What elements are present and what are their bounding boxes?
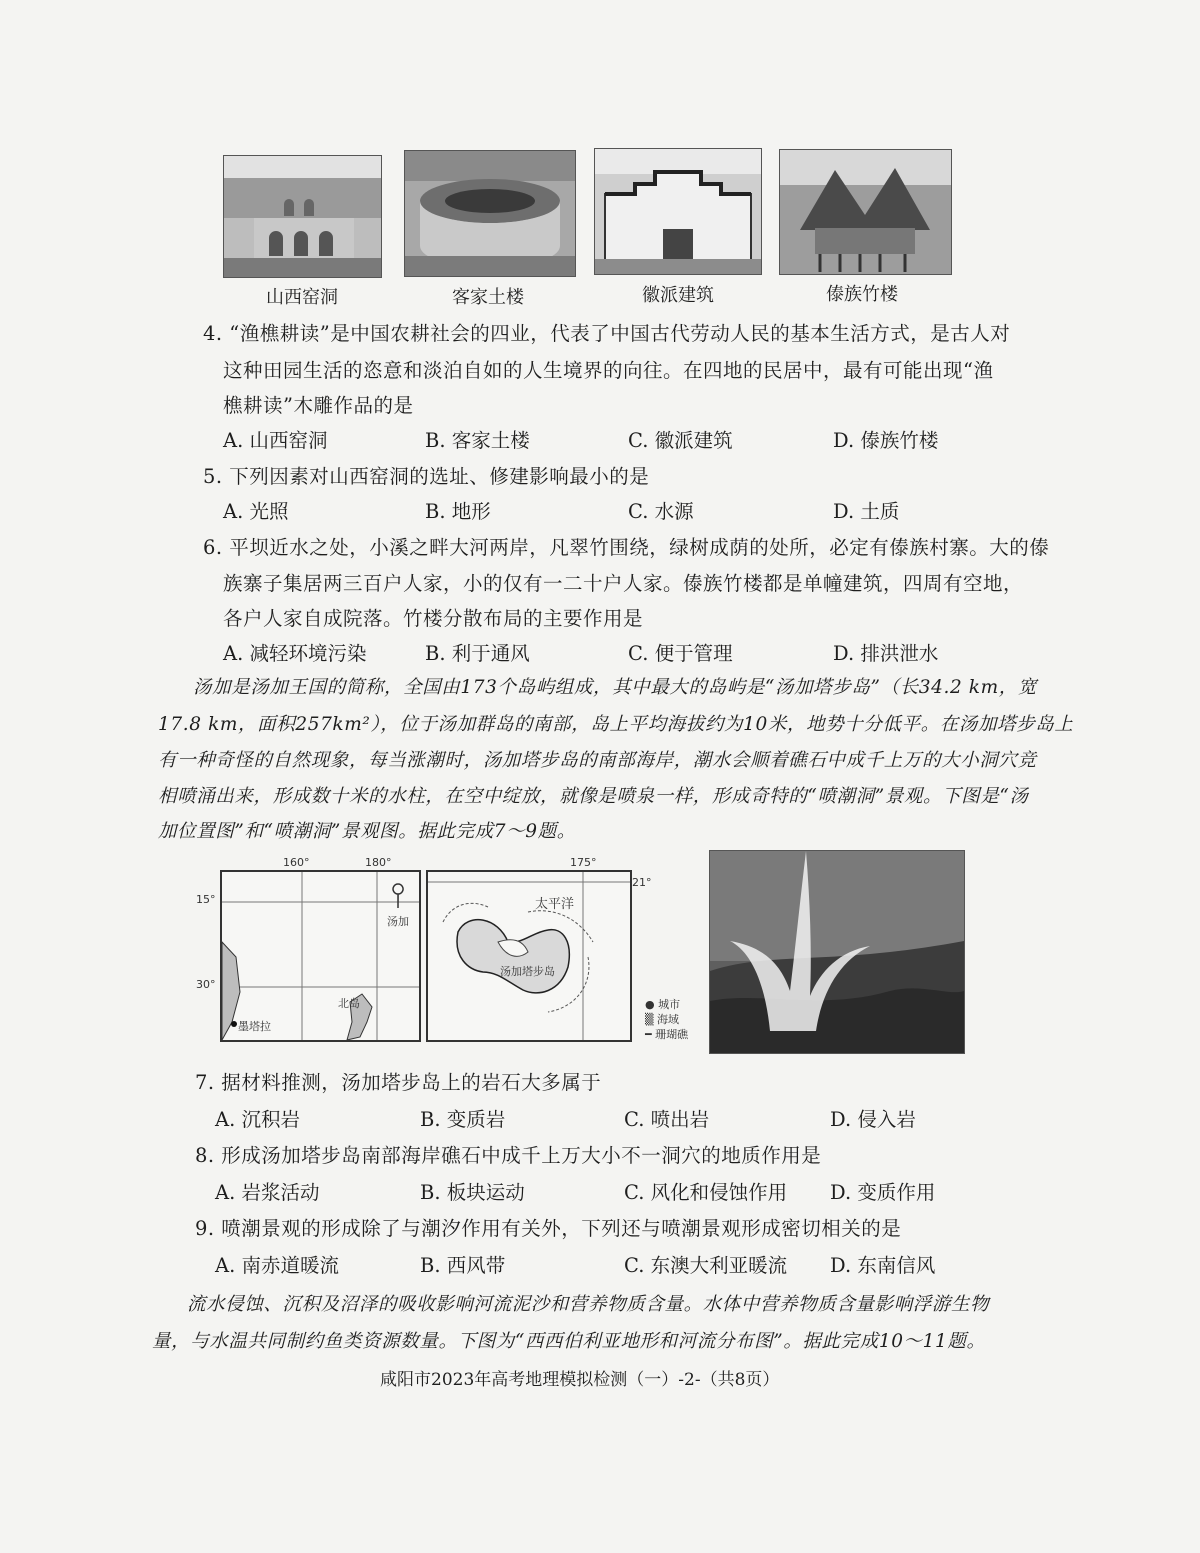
caption-huizhou: 徽派建筑 (642, 285, 714, 306)
map2-ocean-label: 太平洋 (535, 897, 575, 912)
q7-stem: 7. 据材料推测，汤加塔步岛上的岩石大多属于 (195, 1071, 602, 1094)
q4-option-c[interactable]: C. 徽派建筑 (628, 429, 733, 452)
map-legend (645, 997, 688, 1042)
map1-lon-label-160: 160° (283, 856, 310, 869)
q8-stem: 8. 形成汤加塔步岛南部海岸礁石中成千上万大小不一洞穴的地质作用是 (195, 1144, 822, 1167)
q5-option-a[interactable]: A. 光照 (223, 500, 289, 523)
q6-option-a[interactable]: A. 减轻环境污染 (223, 642, 367, 665)
q6-stem-line-3: 各户人家自成院落。竹楼分散布局的主要作用是 (223, 607, 644, 630)
caption-shanxi-cave: 山西窑洞 (266, 287, 338, 308)
q5-stem: 5. 下列因素对山西窑洞的选址、修建影响最小的是 (203, 465, 650, 488)
material1-line-4: 相喷涌出来，形成数十米的水柱，在空中绽放，就像是喷泉一样，形成奇特的“喷潮洞”景观。下图是“汤 (158, 786, 1029, 807)
q9-option-d[interactable]: D. 东南信风 (830, 1254, 936, 1277)
q4-option-b[interactable]: B. 客家土楼 (425, 429, 530, 452)
photo-blowhole-landscape (709, 850, 965, 1054)
q5-option-b[interactable]: B. 地形 (425, 500, 491, 523)
map2-lon-label-175: 175° (570, 856, 597, 869)
q9-option-c[interactable]: C. 东澳大利亚暖流 (624, 1254, 788, 1277)
q5-option-c[interactable]: C. 水源 (628, 500, 694, 523)
q4-stem-line-3: 樵耕读”木雕作品的是 (223, 394, 414, 417)
map2-lat-label-21: 21° (632, 876, 652, 889)
map1-lon-label-180: 180° (365, 856, 392, 869)
q8-option-a[interactable]: A. 岩浆活动 (215, 1181, 320, 1204)
map1-place-tonga: 汤加 (387, 915, 409, 928)
q9-option-b[interactable]: B. 西风带 (420, 1254, 506, 1277)
material2-line-2: 量，与水温共同制约鱼类资源数量。下图为“西西伯利亚地形和河流分布图”。据此完成10～11题。 (152, 1331, 986, 1352)
tongatapu-island-map (426, 870, 632, 1042)
material2-line-1: 流水侵蚀、沉积及沼泽的吸收影响河流泥沙和营养物质含量。水体中营养物质含量影响浮游生物 (187, 1294, 990, 1315)
q8-option-b[interactable]: B. 板块运动 (420, 1181, 525, 1204)
q9-option-a[interactable]: A. 南赤道暖流 (215, 1254, 339, 1277)
material1-line-1: 汤加是汤加王国的简称，全国由173个岛屿组成，其中最大的岛屿是“汤加塔步岛”（长34.2 km，宽 (193, 677, 1037, 698)
q7-option-b[interactable]: B. 变质岩 (420, 1108, 506, 1131)
map1-lat-label-15: 15° (196, 893, 216, 906)
map2-island-label: 汤加塔步岛 (500, 965, 555, 978)
q6-option-b[interactable]: B. 利于通风 (425, 642, 530, 665)
photo-huizhou-architecture (594, 148, 762, 275)
page-footer: 咸阳市2023年高考地理模拟检测（一）-2-（共8页） (380, 1370, 780, 1390)
q7-option-c[interactable]: C. 喷出岩 (624, 1108, 710, 1131)
q6-option-c[interactable]: C. 便于管理 (628, 642, 733, 665)
q6-stem-line-1: 6. 平坝近水之处，小溪之畔大河两岸，凡翠竹围绕，绿树成荫的处所，必定有傣族村寨。大的傣 (203, 536, 1050, 559)
q4-stem-line-1: 4. “渔樵耕读”是中国农耕社会的四业，代表了中国古代劳动人民的基本生活方式，是古人对 (203, 322, 1011, 345)
photo-hakka-tulou (404, 150, 576, 277)
legend-city: ● 城市 (645, 998, 681, 1011)
map1-place-city: 墨塔拉 (238, 1020, 271, 1033)
q4-option-d[interactable]: D. 傣族竹楼 (833, 429, 939, 452)
q4-option-a[interactable]: A. 山西窑洞 (223, 429, 328, 452)
caption-hakka-tulou: 客家土楼 (452, 287, 524, 308)
material1-line-2: 17.8 km，面积257km²），位于汤加群岛的南部，岛上平均海拔约为10米，地势十分低平。在汤加塔步岛上 (158, 714, 1074, 735)
q8-option-d[interactable]: D. 变质作用 (830, 1181, 936, 1204)
q7-option-a[interactable]: A. 沉积岩 (215, 1108, 300, 1131)
q7-option-d[interactable]: D. 侵入岩 (830, 1108, 916, 1131)
q8-option-c[interactable]: C. 风化和侵蚀作用 (624, 1181, 788, 1204)
photo-shanxi-cave-dwelling (223, 155, 382, 278)
photo-dai-bamboo-house (779, 149, 952, 275)
legend-coral-reef: ━ 珊瑚礁 (645, 1028, 689, 1041)
q4-stem-line-2: 这种田园生活的恣意和淡泊自如的人生境界的向往。在四地的民居中，最有可能出现“渔 (223, 359, 994, 382)
material1-line-5: 加位置图”和“喷潮洞”景观图。据此完成7～9题。 (158, 821, 576, 842)
legend-sea: ▒ 海域 (645, 1013, 679, 1026)
tonga-location-map (220, 870, 421, 1042)
q6-stem-line-2: 族寨子集居两三百户人家，小的仅有一二十户人家。傣族竹楼都是单幢建筑，四周有空地， (223, 572, 1024, 595)
q5-option-d[interactable]: D. 土质 (833, 500, 900, 523)
material1-line-3: 有一种奇怪的自然现象，每当涨潮时，汤加塔步岛的南部海岸，潮水会顺着礁石中成千上万的大小洞穴竞 (158, 750, 1037, 771)
q9-stem: 9. 喷潮景观的形成除了与潮汐作用有关外，下列还与喷潮景观形成密切相关的是 (195, 1217, 902, 1240)
caption-dai-bamboo: 傣族竹楼 (826, 284, 898, 305)
q6-option-d[interactable]: D. 排洪泄水 (833, 642, 939, 665)
map1-place-north-island: 北岛 (338, 997, 360, 1010)
map1-lat-label-30: 30° (196, 978, 216, 991)
